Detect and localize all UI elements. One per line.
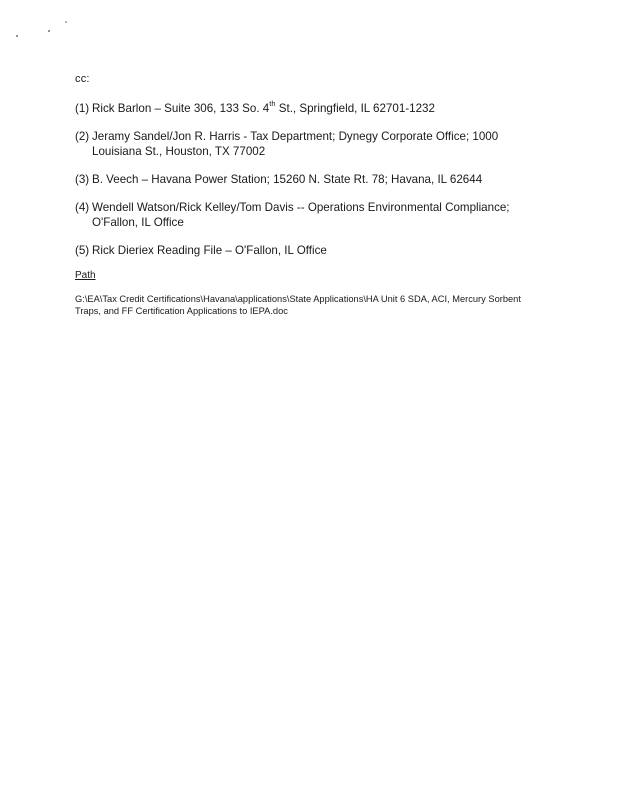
cc-entry-4 xyxy=(75,200,545,230)
entry-text: Wendell Watson/Rick Kelley/Tom Davis -- Operations Environmental Compliance; O'Fallon, IL Office xyxy=(92,201,510,229)
entry-text: B. Veech – Havana Power Station; 15260 N. State Rt. 78; Havana, IL 62644 xyxy=(92,173,483,186)
entry-text: Jeramy Sandel/Jon R. Harris - Tax Department; Dynegy Corporate Office; 1000 Louisiana St., Houston, TX 77002 xyxy=(92,130,499,158)
entry-number: (2) xyxy=(75,130,90,143)
cc-entry-3 xyxy=(75,172,545,187)
entry-text: Rick Dieriex Reading File – O'Fallon, IL Office xyxy=(92,244,327,257)
ordinal-suffix: th xyxy=(269,99,276,109)
cc-label: cc: xyxy=(75,73,90,85)
entry-text-part: Rick Barlon – Suite 306, 133 So. 4 xyxy=(92,102,270,115)
scan-specks xyxy=(0,0,619,60)
speck xyxy=(16,35,18,37)
speck xyxy=(48,30,50,32)
path-label: Path xyxy=(75,270,96,281)
entry-text xyxy=(91,101,545,116)
cc-recipient-list xyxy=(75,101,545,271)
cc-entry-5 xyxy=(75,243,545,258)
cc-entry-2 xyxy=(75,129,545,159)
file-path: G:\EA\Tax Credit Certifications\Havana\applications\State Applications\HA Unit 6 SDA, ACI, Mercury Sorbent Traps, and FF Certification Applications to IEPA.doc xyxy=(75,294,521,316)
entry-number: (4) xyxy=(75,201,90,214)
entry-number: (1) xyxy=(75,102,90,115)
speck xyxy=(65,21,67,23)
entry-text-part: St., Springfield, IL 62701-1232 xyxy=(275,102,435,115)
cc-entry-1 xyxy=(75,101,545,116)
entry-number: (5) xyxy=(75,244,90,257)
entry-number: (3) xyxy=(75,173,90,186)
